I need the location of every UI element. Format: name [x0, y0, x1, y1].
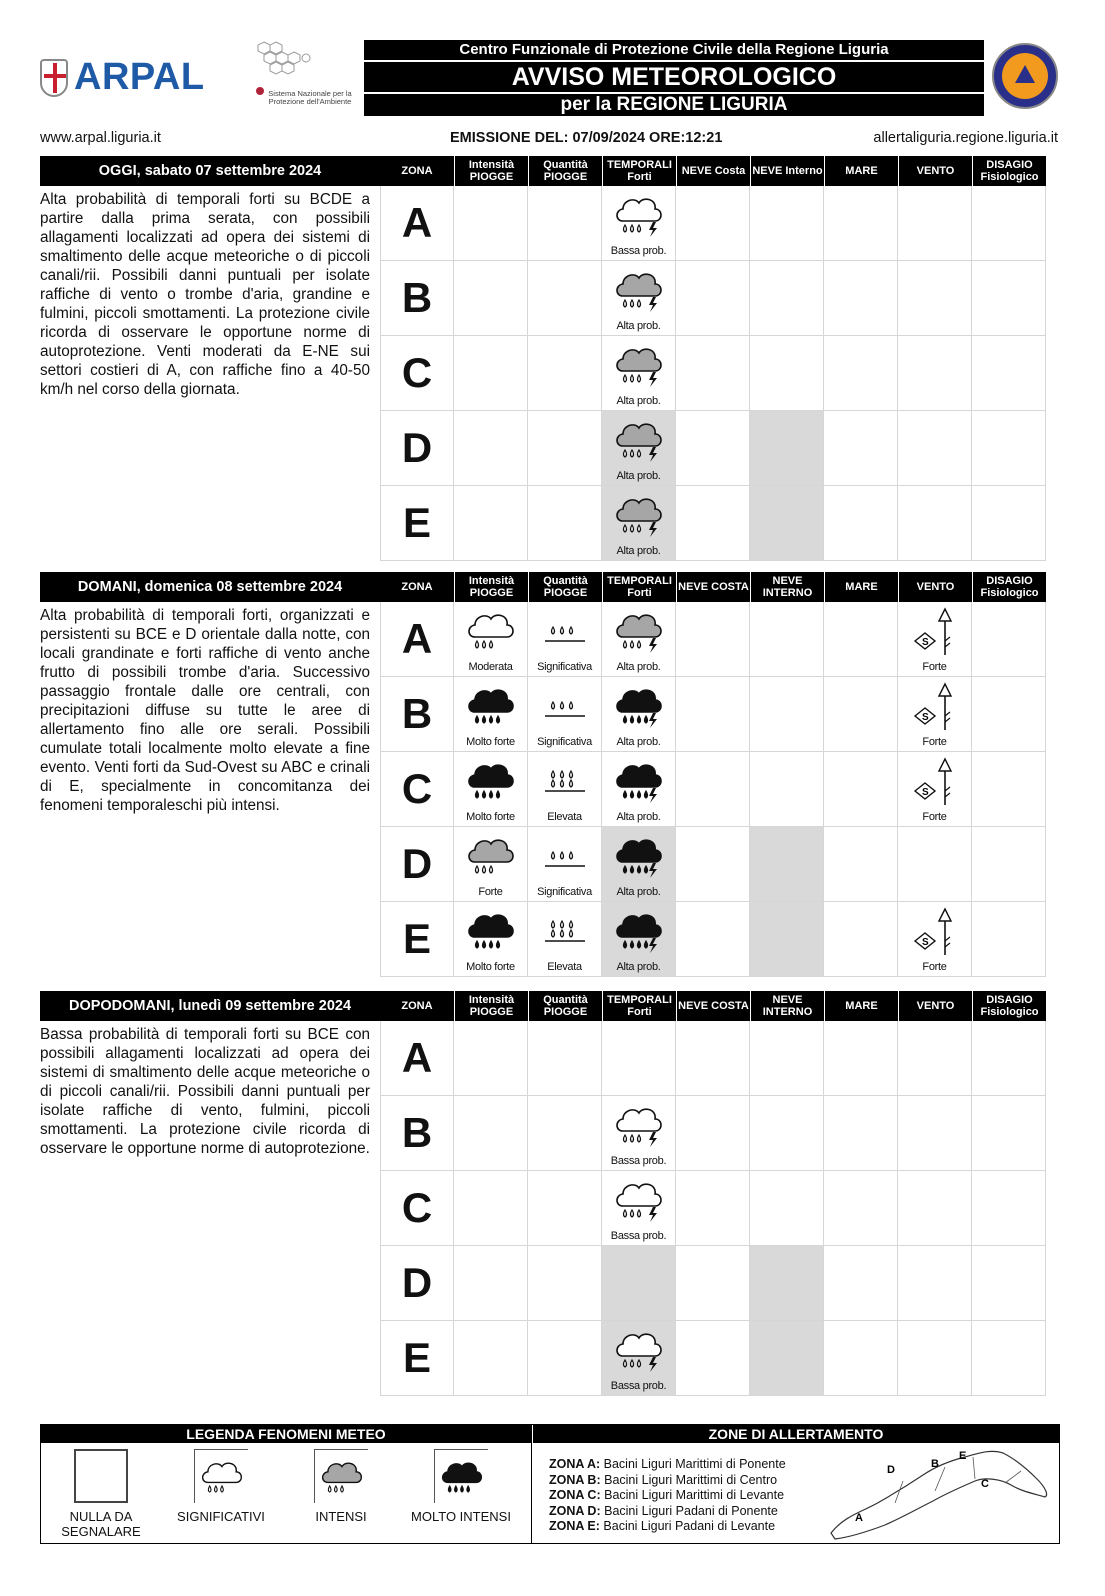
column-header: Quantità PIOGGE — [528, 156, 602, 186]
rain-cloud-icon — [454, 902, 527, 976]
icon-label: Forte — [922, 961, 947, 973]
icon-label: Alta prob. — [616, 961, 661, 973]
forecast-cell — [898, 261, 972, 336]
column-header: ZONA — [380, 572, 454, 602]
day-title: DOPODOMANI, lunedì 09 settembre 2024 — [40, 991, 380, 1021]
forecast-cell — [528, 486, 602, 561]
column-header: DISAGIO Fisiologico — [972, 991, 1046, 1021]
forecast-cell — [454, 602, 528, 677]
column-header: NEVE Costa — [676, 156, 750, 186]
zone-legend-row — [549, 1473, 786, 1489]
forecast-cell — [972, 411, 1046, 486]
forecast-cell — [454, 486, 528, 561]
forecast-cell — [750, 602, 824, 677]
forecast-cell — [454, 261, 528, 336]
forecast-cell — [454, 186, 528, 261]
icon-label: Significativa — [537, 736, 592, 748]
day-description: Alta probabilità di temporali forti su BCDE a partire dalla prima serata, con possibili allagamenti localizzati ad opera dei sistemi di smaltimento delle acque meteoriche o di piccoli canali/rii. Possibili danni puntuali per isolate raffiche di vento o trombe d'aria, grandine e fulmini, piccoli smottamenti. La protezione civile ricorda di osservare le opportune norme di autoprotezione. Venti moderati da E-NE sui settori costieri di A, con raffiche fino a 40-50 km/h nel corso della giornata. — [40, 191, 370, 398]
icon-label: Alta prob. — [616, 470, 661, 482]
forecast-cell — [750, 677, 824, 752]
column-header: VENTO — [898, 991, 972, 1021]
forecast-cell — [972, 1171, 1046, 1246]
forecast-cell — [528, 827, 602, 902]
forecast-cell — [676, 336, 750, 411]
forecast-cell — [454, 1321, 528, 1396]
icon-label: Moderata — [468, 661, 513, 673]
forecast-day — [40, 572, 1058, 977]
column-header: MARE — [824, 991, 898, 1021]
forecast-cell — [454, 1246, 528, 1321]
zone-description: Bacini Liguri Padani di Levante — [603, 1519, 776, 1533]
column-header: MARE — [824, 572, 898, 602]
forecast-cell — [898, 1096, 972, 1171]
wind-icon — [898, 902, 971, 976]
svg-text:S: S — [921, 937, 929, 948]
icon-label: Molto forte — [466, 736, 515, 748]
title-line-3: per la REGIONE LIGURIA — [364, 94, 984, 116]
zone-legend-row — [549, 1488, 786, 1504]
forecast-cell — [972, 1021, 1046, 1096]
forecast-cell — [676, 486, 750, 561]
forecast-cell — [676, 186, 750, 261]
title-line-1: Centro Funzionale di Protezione Civile della Regione Liguria — [364, 40, 984, 60]
forecast-cell — [602, 1021, 676, 1096]
forecast-cell — [898, 1171, 972, 1246]
forecast-cell — [676, 1096, 750, 1171]
forecast-cell — [528, 261, 602, 336]
rain-drops-icon — [528, 602, 601, 676]
rain-drops-icon — [528, 752, 601, 826]
forecast-cell — [528, 1021, 602, 1096]
protezione-civile-logo[interactable] — [992, 43, 1058, 109]
zone-description: Bacini Liguri Marittimi di Centro — [604, 1472, 778, 1487]
storm-cloud-icon — [602, 677, 675, 751]
rain-cloud-icon — [454, 677, 527, 751]
icon-label: Elevata — [547, 961, 582, 973]
forecast-cell — [676, 411, 750, 486]
forecast-cell — [972, 902, 1046, 977]
header — [40, 38, 1058, 122]
storm-cloud-icon — [602, 1321, 675, 1395]
forecast-cell — [602, 411, 676, 486]
forecast-cell — [972, 486, 1046, 561]
rain-drops-icon — [528, 902, 601, 976]
icon-label: Significativa — [537, 886, 592, 898]
forecast-cell — [602, 827, 676, 902]
storm-cloud-icon — [602, 261, 675, 335]
forecast-cell — [824, 411, 898, 486]
pc-triangle-icon — [1015, 65, 1035, 83]
forecast-cell — [972, 752, 1046, 827]
forecast-cell — [454, 827, 528, 902]
icon-label: Alta prob. — [616, 736, 661, 748]
forecast-cell — [972, 677, 1046, 752]
zone-label: A — [380, 186, 454, 261]
legend-cloud-icon — [434, 1449, 488, 1503]
snpa-text: Sistema Nazionale per la Protezione dell'Ambiente — [268, 89, 352, 106]
forecast-cell — [898, 411, 972, 486]
legend — [40, 1424, 1060, 1544]
storm-cloud-icon — [602, 752, 675, 826]
zone-label: E — [380, 902, 454, 977]
rain-cloud-icon — [454, 752, 527, 826]
zone-label: B — [380, 677, 454, 752]
column-header: TEMPORALI Forti — [602, 572, 676, 602]
zone-label: D — [380, 411, 454, 486]
storm-cloud-icon — [602, 1171, 675, 1245]
wind-icon — [898, 677, 971, 751]
zone-key: ZONA E: — [549, 1519, 600, 1533]
legend-cloud-icon — [194, 1449, 248, 1503]
forecast-cell — [528, 677, 602, 752]
zone-label: B — [380, 261, 454, 336]
forecast-cell — [824, 1246, 898, 1321]
zone-key: ZONA B: — [549, 1472, 601, 1487]
wind-icon — [898, 602, 971, 676]
forecast-cell — [824, 827, 898, 902]
forecast-cell — [972, 336, 1046, 411]
column-header: NEVE COSTA — [676, 991, 750, 1021]
legend-phenomena — [41, 1425, 532, 1543]
forecast-cell — [898, 752, 972, 827]
forecast-day — [40, 156, 1058, 561]
map-label-c: C — [981, 1478, 989, 1490]
forecast-cell — [676, 1171, 750, 1246]
forecast-cell — [454, 1021, 528, 1096]
forecast-cell — [528, 1096, 602, 1171]
forecast-cell — [454, 1171, 528, 1246]
forecast-cell — [972, 827, 1046, 902]
forecast-cell — [602, 1321, 676, 1396]
forecast-cell — [972, 1096, 1046, 1171]
zone-label: E — [380, 486, 454, 561]
forecast-cell — [676, 1321, 750, 1396]
arpal-logo-text: ARPAL — [74, 56, 205, 98]
forecast-cell — [454, 752, 528, 827]
forecast-cell — [602, 486, 676, 561]
map-label-e: E — [959, 1450, 967, 1462]
column-header: NEVE COSTA — [676, 572, 750, 602]
icon-label: Elevata — [547, 811, 582, 823]
rain-cloud-icon — [454, 602, 527, 676]
storm-cloud-icon — [602, 602, 675, 676]
forecast-cell — [454, 677, 528, 752]
forecast-cell — [898, 186, 972, 261]
forecast-cell — [898, 486, 972, 561]
legend-item-label: SIGNIFICATIVI — [177, 1509, 265, 1524]
forecast-cell — [454, 1096, 528, 1171]
forecast-cell — [750, 1021, 824, 1096]
column-header: ZONA — [380, 991, 454, 1021]
forecast-cell — [602, 902, 676, 977]
legend-item — [401, 1449, 521, 1524]
forecast-cell — [676, 602, 750, 677]
icon-label: Alta prob. — [616, 886, 661, 898]
column-header: Quantità PIOGGE — [528, 572, 602, 602]
forecast-cell — [898, 677, 972, 752]
map-label-b: B — [931, 1458, 939, 1470]
zones-legend-title: ZONE DI ALLERTAMENTO — [533, 1425, 1059, 1443]
icon-label: Forte — [922, 736, 947, 748]
icon-label: Molto forte — [466, 961, 515, 973]
svg-text:S: S — [921, 712, 929, 723]
arpal-logo[interactable] — [40, 56, 205, 99]
map-label-d: D — [887, 1464, 895, 1476]
zone-label: C — [380, 1171, 454, 1246]
zone-label: C — [380, 336, 454, 411]
legend-item-label: INTENSI — [315, 1509, 367, 1524]
forecast-cell — [676, 677, 750, 752]
column-header: TEMPORALI Forti — [602, 156, 676, 186]
forecast-cell — [750, 336, 824, 411]
hexagon-network-icon — [254, 40, 314, 84]
zone-description: Bacini Liguri Marittimi di Ponente — [603, 1457, 786, 1471]
column-header: ZONA — [380, 156, 454, 186]
forecast-cell — [750, 486, 824, 561]
icon-label: Forte — [922, 661, 947, 673]
forecast-cell — [528, 1321, 602, 1396]
column-header: MARE — [824, 156, 898, 186]
storm-cloud-icon — [602, 827, 675, 901]
zone-label: B — [380, 1096, 454, 1171]
zone-legend-row — [549, 1504, 786, 1520]
forecast-cell — [824, 1021, 898, 1096]
forecast-cell — [602, 336, 676, 411]
icon-label: Bassa prob. — [610, 1230, 667, 1242]
forecast-cell — [454, 336, 528, 411]
storm-cloud-icon — [602, 1096, 675, 1170]
zone-label: D — [380, 1246, 454, 1321]
forecast-cell — [824, 261, 898, 336]
forecast-cell — [898, 1021, 972, 1096]
forecast-cell — [602, 677, 676, 752]
forecast-cell — [972, 186, 1046, 261]
forecast-cell — [824, 902, 898, 977]
day-description: Alta probabilità di temporali forti, organizzati e persistenti su BCE e D orientale dalla notte, con locali grandinate e forti raffiche di vento anche frutto di possibili trombe d'aria. Successivo passaggio frontale dalle ore centrali, con precipitazioni diffuse su tutte le aree di allertamento fino alle ore serali. Possibili cumulate totali localmente molto elevate a fine evento. Venti forti da Sud-Ovest su ABC e crinali di E, specialmente in concomitanza dei fenomeni temporaleschi più intensi. — [40, 607, 370, 814]
icon-label: Alta prob. — [616, 545, 661, 557]
forecast-cell — [676, 902, 750, 977]
legend-title: LEGENDA FENOMENI METEO — [41, 1425, 531, 1443]
forecast-cell — [602, 602, 676, 677]
icon-label: Molto forte — [466, 811, 515, 823]
day-title: DOMANI, domenica 08 settembre 2024 — [40, 572, 380, 602]
forecast-cell — [824, 486, 898, 561]
forecast-cell — [824, 336, 898, 411]
icon-label: Forte — [478, 886, 503, 898]
wind-icon — [898, 752, 971, 826]
column-header: TEMPORALI Forti — [602, 991, 676, 1021]
zone-key: ZONA D: — [549, 1503, 601, 1518]
column-header: DISAGIO Fisiologico — [972, 572, 1046, 602]
forecast-cell — [824, 1096, 898, 1171]
icon-label: Alta prob. — [616, 320, 661, 332]
zone-legend-row — [549, 1519, 786, 1535]
forecast-cell — [750, 1321, 824, 1396]
storm-cloud-icon — [602, 336, 675, 410]
forecast-cell — [898, 1321, 972, 1396]
column-header: VENTO — [898, 156, 972, 186]
title-box — [364, 40, 984, 116]
day-description: Bassa probabilità di temporali forti su BCE con possibili allagamenti localizzati ad opera dei sistemi di smaltimento delle acque meteoriche o di piccoli canali/rii. Possibili danni puntuali per isolate raffiche di vento, fulmini, piccoli smottamenti. La protezione civile ricorda di osservare le opportune norme di autoprotezione. — [40, 1026, 370, 1157]
forecast-cell — [824, 186, 898, 261]
zone-label: C — [380, 752, 454, 827]
column-header: DISAGIO Fisiologico — [972, 156, 1046, 186]
forecast-cell — [824, 602, 898, 677]
forecast-cell — [972, 261, 1046, 336]
forecast-cell — [898, 602, 972, 677]
legend-item-label: NULLA DA SEGNALARE — [61, 1509, 141, 1539]
column-header: NEVE Interno — [750, 156, 824, 186]
arpal-url-link[interactable]: www.arpal.liguria.it — [40, 130, 161, 146]
forecast-cell — [824, 752, 898, 827]
forecast-cell — [824, 1171, 898, 1246]
icon-label: Significativa — [537, 661, 592, 673]
column-header: NEVE INTERNO — [750, 572, 824, 602]
zones-list — [549, 1457, 786, 1535]
legend-item — [41, 1449, 161, 1539]
forecast-cell — [750, 411, 824, 486]
forecast-cell — [676, 261, 750, 336]
forecast-cell — [528, 186, 602, 261]
forecast-cell — [528, 336, 602, 411]
legend-item-label: MOLTO INTENSI — [411, 1509, 511, 1524]
forecast-cell — [528, 1171, 602, 1246]
forecast-cell — [750, 1171, 824, 1246]
zone-label: E — [380, 1321, 454, 1396]
forecast-cell — [750, 186, 824, 261]
rain-cloud-icon — [454, 827, 527, 901]
icon-label: Alta prob. — [616, 661, 661, 673]
forecast-cell — [750, 902, 824, 977]
zone-label: D — [380, 827, 454, 902]
column-header: Intensità PIOGGE — [454, 991, 528, 1021]
forecast-cell — [528, 902, 602, 977]
forecast-cell — [676, 1246, 750, 1321]
forecast-cell — [898, 827, 972, 902]
svg-text:S: S — [921, 787, 929, 798]
forecast-cell — [602, 1096, 676, 1171]
liguria-shield-icon — [40, 59, 68, 97]
storm-cloud-icon — [602, 486, 675, 560]
liguria-zones-map — [825, 1445, 1053, 1541]
legend-item — [281, 1449, 401, 1524]
forecast-cell — [528, 752, 602, 827]
emission-date: EMISSIONE DEL: 07/09/2024 ORE:12:21 — [450, 130, 723, 146]
forecast-cell — [750, 1096, 824, 1171]
icon-label: Bassa prob. — [610, 245, 667, 257]
column-header: Intensità PIOGGE — [454, 572, 528, 602]
icon-label: Alta prob. — [616, 811, 661, 823]
forecast-cell — [898, 1246, 972, 1321]
subheader — [40, 130, 1058, 150]
rain-drops-icon — [528, 827, 601, 901]
forecast-cell — [824, 677, 898, 752]
storm-cloud-icon — [602, 186, 675, 260]
pc-logo-inner — [1002, 53, 1048, 99]
forecast-cell — [750, 752, 824, 827]
forecast-cell — [602, 752, 676, 827]
legend-zones — [533, 1425, 1059, 1543]
page-title: AVVISO METEOROLOGICO — [364, 62, 984, 92]
forecast-cell — [750, 261, 824, 336]
forecast-cell — [454, 902, 528, 977]
forecast-cell — [602, 261, 676, 336]
rain-drops-icon — [528, 677, 601, 751]
allerta-url-link[interactable]: allertaliguria.regione.liguria.it — [873, 130, 1058, 146]
zone-key: ZONA A: — [549, 1457, 601, 1471]
column-header: VENTO — [898, 572, 972, 602]
zone-label: A — [380, 1021, 454, 1096]
forecast-cell — [972, 602, 1046, 677]
forecast-cell — [824, 1321, 898, 1396]
svg-text:S: S — [921, 637, 929, 648]
icon-label: Bassa prob. — [610, 1380, 667, 1392]
column-header: Intensità PIOGGE — [454, 156, 528, 186]
forecast-cell — [898, 336, 972, 411]
zone-key: ZONA C: — [549, 1488, 601, 1502]
icon-label: Forte — [922, 811, 947, 823]
forecast-cell — [602, 1171, 676, 1246]
legend-item — [161, 1449, 281, 1524]
forecast-cell — [750, 827, 824, 902]
icon-label: Bassa prob. — [610, 1155, 667, 1167]
storm-cloud-icon — [602, 902, 675, 976]
zone-description: Bacini Liguri Marittimi di Levante — [604, 1488, 785, 1502]
forecast-cell — [676, 827, 750, 902]
legend-cloud-icon — [314, 1449, 368, 1503]
forecast-cell — [898, 902, 972, 977]
zone-description: Bacini Liguri Padani di Ponente — [604, 1503, 778, 1518]
forecast-cell — [454, 411, 528, 486]
forecast-cell — [676, 752, 750, 827]
column-header: NEVE INTERNO — [750, 991, 824, 1021]
icon-label: Alta prob. — [616, 395, 661, 407]
forecast-cell — [750, 1246, 824, 1321]
forecast-cell — [602, 186, 676, 261]
forecast-cell — [528, 602, 602, 677]
map-label-a: A — [855, 1512, 863, 1524]
forecast-cell — [676, 1021, 750, 1096]
snpa-logo — [246, 38, 356, 118]
forecast-cell — [602, 1246, 676, 1321]
day-title: OGGI, sabato 07 settembre 2024 — [40, 156, 380, 186]
forecast-day — [40, 991, 1058, 1396]
zone-label: A — [380, 602, 454, 677]
forecast-cell — [528, 411, 602, 486]
column-header: Quantità PIOGGE — [528, 991, 602, 1021]
forecast-cell — [972, 1321, 1046, 1396]
storm-cloud-icon — [602, 411, 675, 485]
forecast-cell — [528, 1246, 602, 1321]
zone-legend-row — [549, 1457, 786, 1473]
forecast-cell — [972, 1246, 1046, 1321]
empty-box-icon — [74, 1449, 128, 1503]
